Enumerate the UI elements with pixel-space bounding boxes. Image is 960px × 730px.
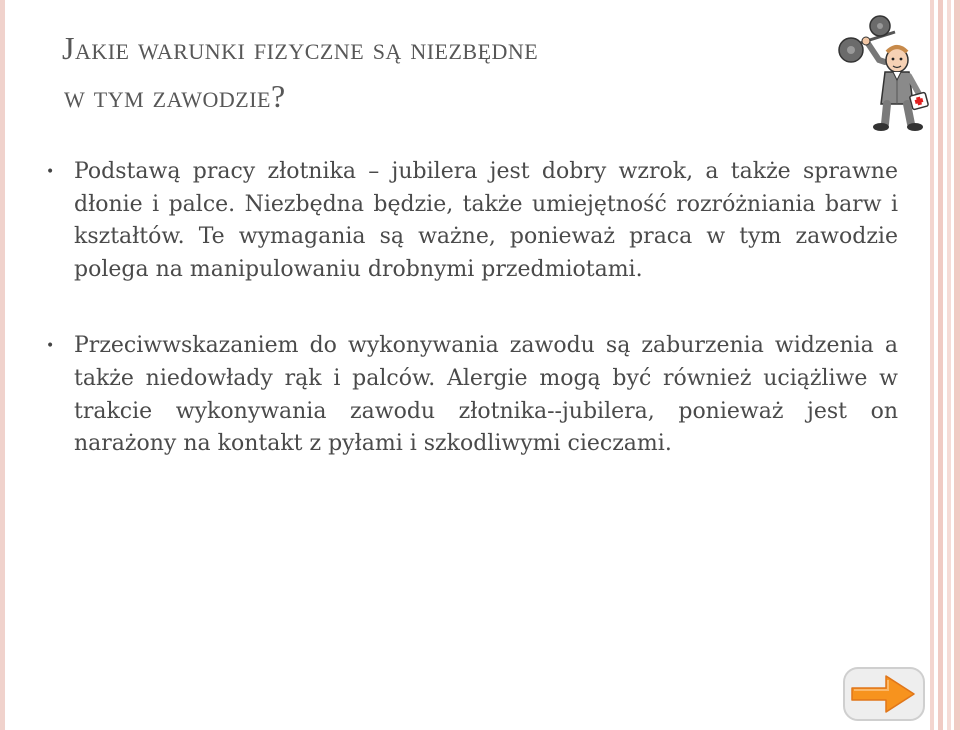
bullet-dot-icon: • [46,164,55,180]
left-border-stripe [0,0,5,730]
right-border-stripes [926,0,960,730]
bullet-text-2: Przeciwwskazaniem do wykonywania zawodu są zaburzenia widzenia a także niedowłady rąk i palców. Alergie mogą być również uciążliwe w trakcie wykonywania zawodu złotnika--jubilera, ponieważ jest on narażony na kontakt z pyłami i szkodliwymi cieczami. [74,333,898,457]
next-arrow-icon[interactable] [842,666,926,722]
bullet-text-1: Podstawą pracy złotnika – jubilera jest dobry wzrok, a także sprawne dłonie i palce. Niezbędna będzie, także umiejętność rozróżniania barw i kształtów. Te wymagania są ważne, ponieważ praca w tym zawodzie polega na manipulowaniu drobnymi przedmiotami. [74,159,898,282]
bullet-item-2 [46,330,898,460]
title-line-2: w tym zawodzie? [64,78,286,114]
slide-title [62,24,842,120]
title-line-1: Jakie warunki fizyczne są niezbędne [62,30,539,66]
bullet-dot-icon: • [46,338,55,355]
slide-content [46,156,898,461]
bullet-item-1 [46,156,898,286]
weightlifter-clipart-icon [835,14,930,134]
